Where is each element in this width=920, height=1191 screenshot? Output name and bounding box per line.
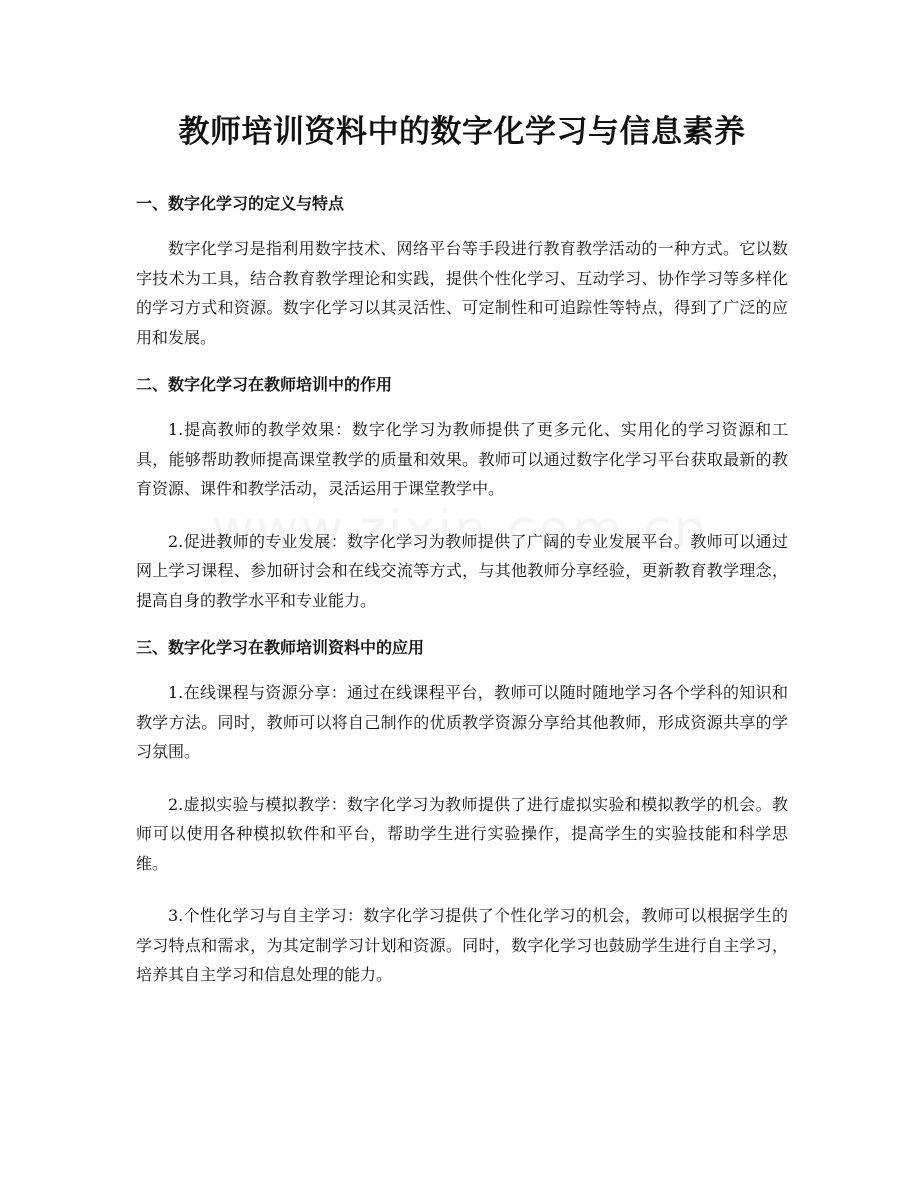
section-2 (136, 371, 788, 615)
paragraph: 1.在线课程与资源分享：通过在线课程平台，教师可以随时随地学习各个学科的知识和教学方法。同时，教师可以将自己制作的优质教学资源分享给其他教师，形成资源共享的学习氛围。 (136, 683, 788, 761)
section-1 (136, 190, 788, 352)
section-heading: 三、数字化学习在教师培训资料中的应用 (136, 638, 425, 657)
paragraph: 3.个性化学习与自主学习：数字化学习提供了个性化学习的机会，教师可以根据学生的学习特点和需求，为其定制学习计划和资源。同时，数字化学习也鼓励学生进行自主学习，培养其自主学习和信息处理的能力。 (136, 906, 788, 984)
paragraph: 1.提高教师的教学效果：数字化学习为教师提供了更多元化、实用化的学习资源和工具，能够帮助教师提高课堂教学的质量和效果。教师可以通过数字化学习平台获取最新的教育资源、课件和教学活动，灵活运用于课堂教学中。 (136, 420, 788, 498)
paragraph: 2.促进教师的专业发展：数字化学习为教师提供了广阔的专业发展平台。教师可以通过网上学习课程、参加研讨会和在线交流等方式，与其他教师分享经验，更新教育教学理念，提高自身的教学水平和专业能力。 (136, 531, 788, 610)
section-heading: 一、数字化学习的定义与特点 (136, 194, 345, 213)
section-3 (136, 634, 788, 990)
section-heading: 二、数字化学习在教师培训中的作用 (136, 375, 393, 394)
paragraph: 数字化学习是指利用数字技术、网络平台等手段进行教育教学活动的一种方式。它以数字技术为工具，结合教育教学理论和实践，提供个性化学习、互动学习、协作学习等多样化的学习方式和资源。数字化学习以其灵活性、可定制性和可追踪性等特点，得到了广泛的应用和发展。 (136, 239, 788, 347)
document-title: 教师培训资料中的数字化学习与信息素养 (178, 114, 746, 150)
paragraph: 2.虚拟实验与模拟教学：数字化学习为教师提供了进行虚拟实验和模拟教学的机会。教师可以使用各种模拟软件和平台，帮助学生进行实验操作，提高学生的实验技能和科学思维。 (136, 794, 788, 873)
